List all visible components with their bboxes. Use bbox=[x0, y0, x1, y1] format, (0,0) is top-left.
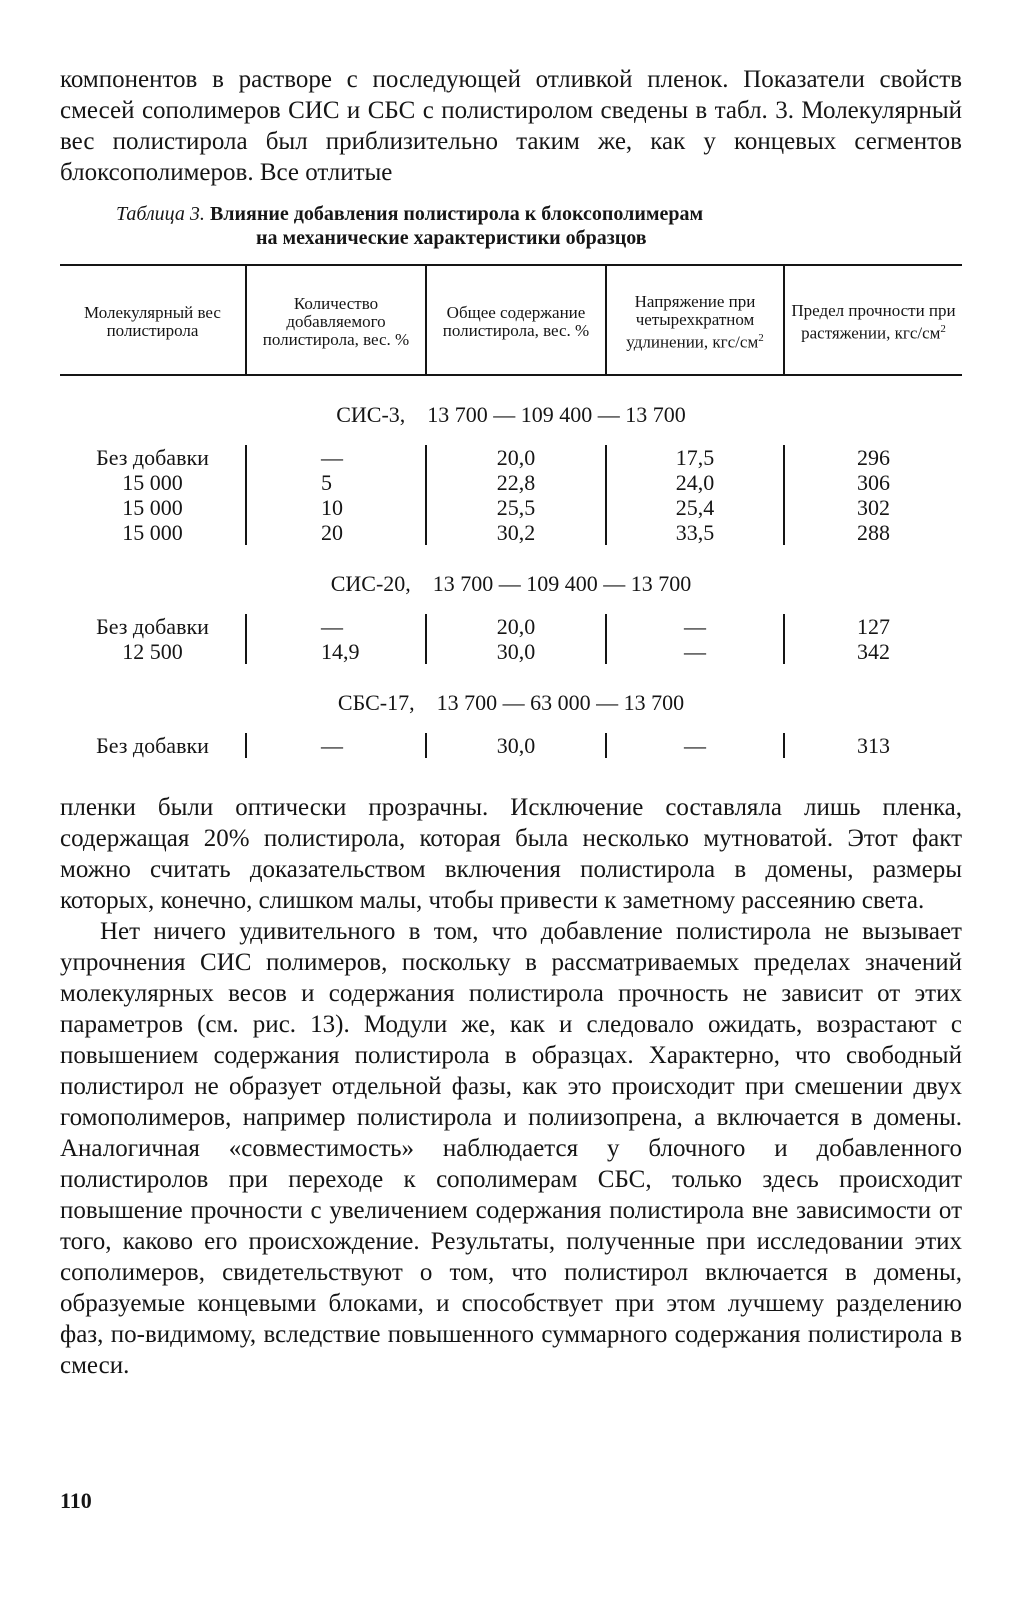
header-stress bbox=[606, 265, 784, 375]
cell-strength: 296 bbox=[784, 445, 962, 470]
header-stress-text: Напряжение при четырехкратном удлинении, кгс/см bbox=[626, 291, 759, 352]
table-row bbox=[60, 733, 962, 758]
cell-strength: 313 bbox=[784, 733, 962, 758]
group-row bbox=[60, 664, 962, 733]
cell-strength: 342 bbox=[784, 639, 962, 664]
table-row bbox=[60, 445, 962, 470]
cell-stress: 25,4 bbox=[606, 495, 784, 520]
table-row bbox=[60, 520, 962, 545]
cell-total: 20,0 bbox=[426, 614, 606, 639]
cell-mw: 15 000 bbox=[122, 495, 183, 520]
cell-amount: 20 bbox=[246, 520, 426, 545]
group-mw: 13 700 — 63 000 — 13 700 bbox=[436, 690, 685, 715]
cell-strength: 306 bbox=[784, 470, 962, 495]
page-number: 110 bbox=[60, 1488, 92, 1513]
table-caption-label: Таблица 3. bbox=[116, 203, 205, 225]
table-row bbox=[60, 470, 962, 495]
cell-total: 22,8 bbox=[426, 470, 606, 495]
cell-stress: — bbox=[606, 639, 784, 664]
table-row bbox=[60, 614, 962, 639]
body-text bbox=[60, 792, 962, 1381]
group-mw: 13 700 — 109 400 — 13 700 bbox=[427, 402, 686, 427]
header-amount: Количество добавляемого полистирола, вес. % bbox=[246, 265, 426, 375]
cell-mw: 15 000 bbox=[122, 470, 183, 495]
cell-stress: — bbox=[606, 733, 784, 758]
cell-strength: 288 bbox=[784, 520, 962, 545]
table-caption-line1: Влияние добавления полистирола к блоксополимерам bbox=[209, 203, 704, 225]
cell-amount: — bbox=[246, 445, 426, 470]
cell-strength: 302 bbox=[784, 495, 962, 520]
cell-stress: 17,5 bbox=[606, 445, 784, 470]
group-name: СИС-20, bbox=[330, 571, 411, 596]
header-total: Общее содержание полистирола, вес. % bbox=[426, 265, 606, 375]
group-name: СБС-17, bbox=[337, 690, 415, 715]
page bbox=[60, 64, 962, 1381]
paragraph: пленки были оптически прозрачны. Исключение составляла лишь пленка, содержащая 20% полистирола, которая была несколько мутноватой. Этот факт можно считать доказательством включения полистирола в домены, размеры которых, конечно, слишком малы, чтобы привести к заметному рассеянию света. bbox=[60, 794, 962, 914]
group-row bbox=[60, 375, 962, 445]
table-header-row bbox=[60, 265, 962, 375]
cell-strength: 127 bbox=[784, 614, 962, 639]
cell-stress: 33,5 bbox=[606, 520, 784, 545]
cell-mw: 15 000 bbox=[122, 520, 183, 545]
cell-amount: 5 bbox=[246, 470, 426, 495]
cell-total: 20,0 bbox=[426, 445, 606, 470]
header-strength-sup: 2 bbox=[940, 322, 946, 335]
group-name: СИС-3, bbox=[336, 402, 406, 427]
cell-total: 30,2 bbox=[426, 520, 606, 545]
cell-total: 30,0 bbox=[426, 733, 606, 758]
table-caption-line2: на механические характеристики образцов bbox=[256, 227, 647, 249]
table-caption bbox=[60, 202, 962, 250]
header-mw: Молекулярный вес полистирола bbox=[60, 265, 246, 375]
data-table bbox=[60, 264, 962, 758]
table-row bbox=[60, 495, 962, 520]
cell-amount: — bbox=[246, 733, 426, 758]
cell-total: 25,5 bbox=[426, 495, 606, 520]
table-row bbox=[60, 639, 962, 664]
cell-mw: Без добавки bbox=[96, 614, 209, 639]
cell-mw: 12 500 bbox=[122, 639, 183, 664]
cell-stress: 24,0 bbox=[606, 470, 784, 495]
paragraph-before: компонентов в растворе с последующей отливкой пленок. Показатели свойств смесей сополимеров СИС и СБС с полистиролом сведены в табл. 3. Молекулярный вес полистирола был приблизительно таким же, как у концевых сегментов блоксополимеров. Все отлитые bbox=[60, 66, 962, 186]
cell-stress: — bbox=[606, 614, 784, 639]
header-stress-sup: 2 bbox=[758, 331, 764, 344]
group-row bbox=[60, 545, 962, 614]
header-strength-text: Предел прочности при растяжении, кгс/см bbox=[791, 300, 956, 343]
cell-amount: 14,9 bbox=[246, 639, 426, 664]
paragraph: Нет ничего удивительного в том, что добавление полистирола не вызывает упрочнения СИС полимеров, поскольку в рассматриваемых пределах значений молекулярных весов и содержания полистирола прочность не зависит от этих параметров (см. рис. 13). Модули же, как и следовало ожидать, возрастают с повышением содержания полистирола в образцах. Характерно, что свободный полистирол не образует отдельной фазы, как это происходит при смешении двух гомополимеров, например полистирола и полиизопрена, а включается в домены. Аналогичная «совместимость» наблюдается у блочного и добавленного полистиролов при переходе к сополимерам СБС, только здесь происходит повышение прочности с увеличением содержания полистирола вне зависимости от того, каково его происхождение. Результаты, полученные при исследовании этих сополимеров, свидетельствуют о том, что полистирол включается в домены, образуемые концевыми блоками, и способствует при этом лучшему разделению фаз, по-видимому, вследствие повышенного суммарного содержания полистирола в смеси. bbox=[60, 918, 962, 1379]
header-strength bbox=[784, 265, 962, 375]
group-mw: 13 700 — 109 400 — 13 700 bbox=[432, 571, 692, 596]
cell-amount: — bbox=[246, 614, 426, 639]
cell-amount: 10 bbox=[246, 495, 426, 520]
cell-mw: Без добавки bbox=[96, 733, 209, 758]
cell-total: 30,0 bbox=[426, 639, 606, 664]
cell-mw: Без добавки bbox=[96, 445, 209, 470]
